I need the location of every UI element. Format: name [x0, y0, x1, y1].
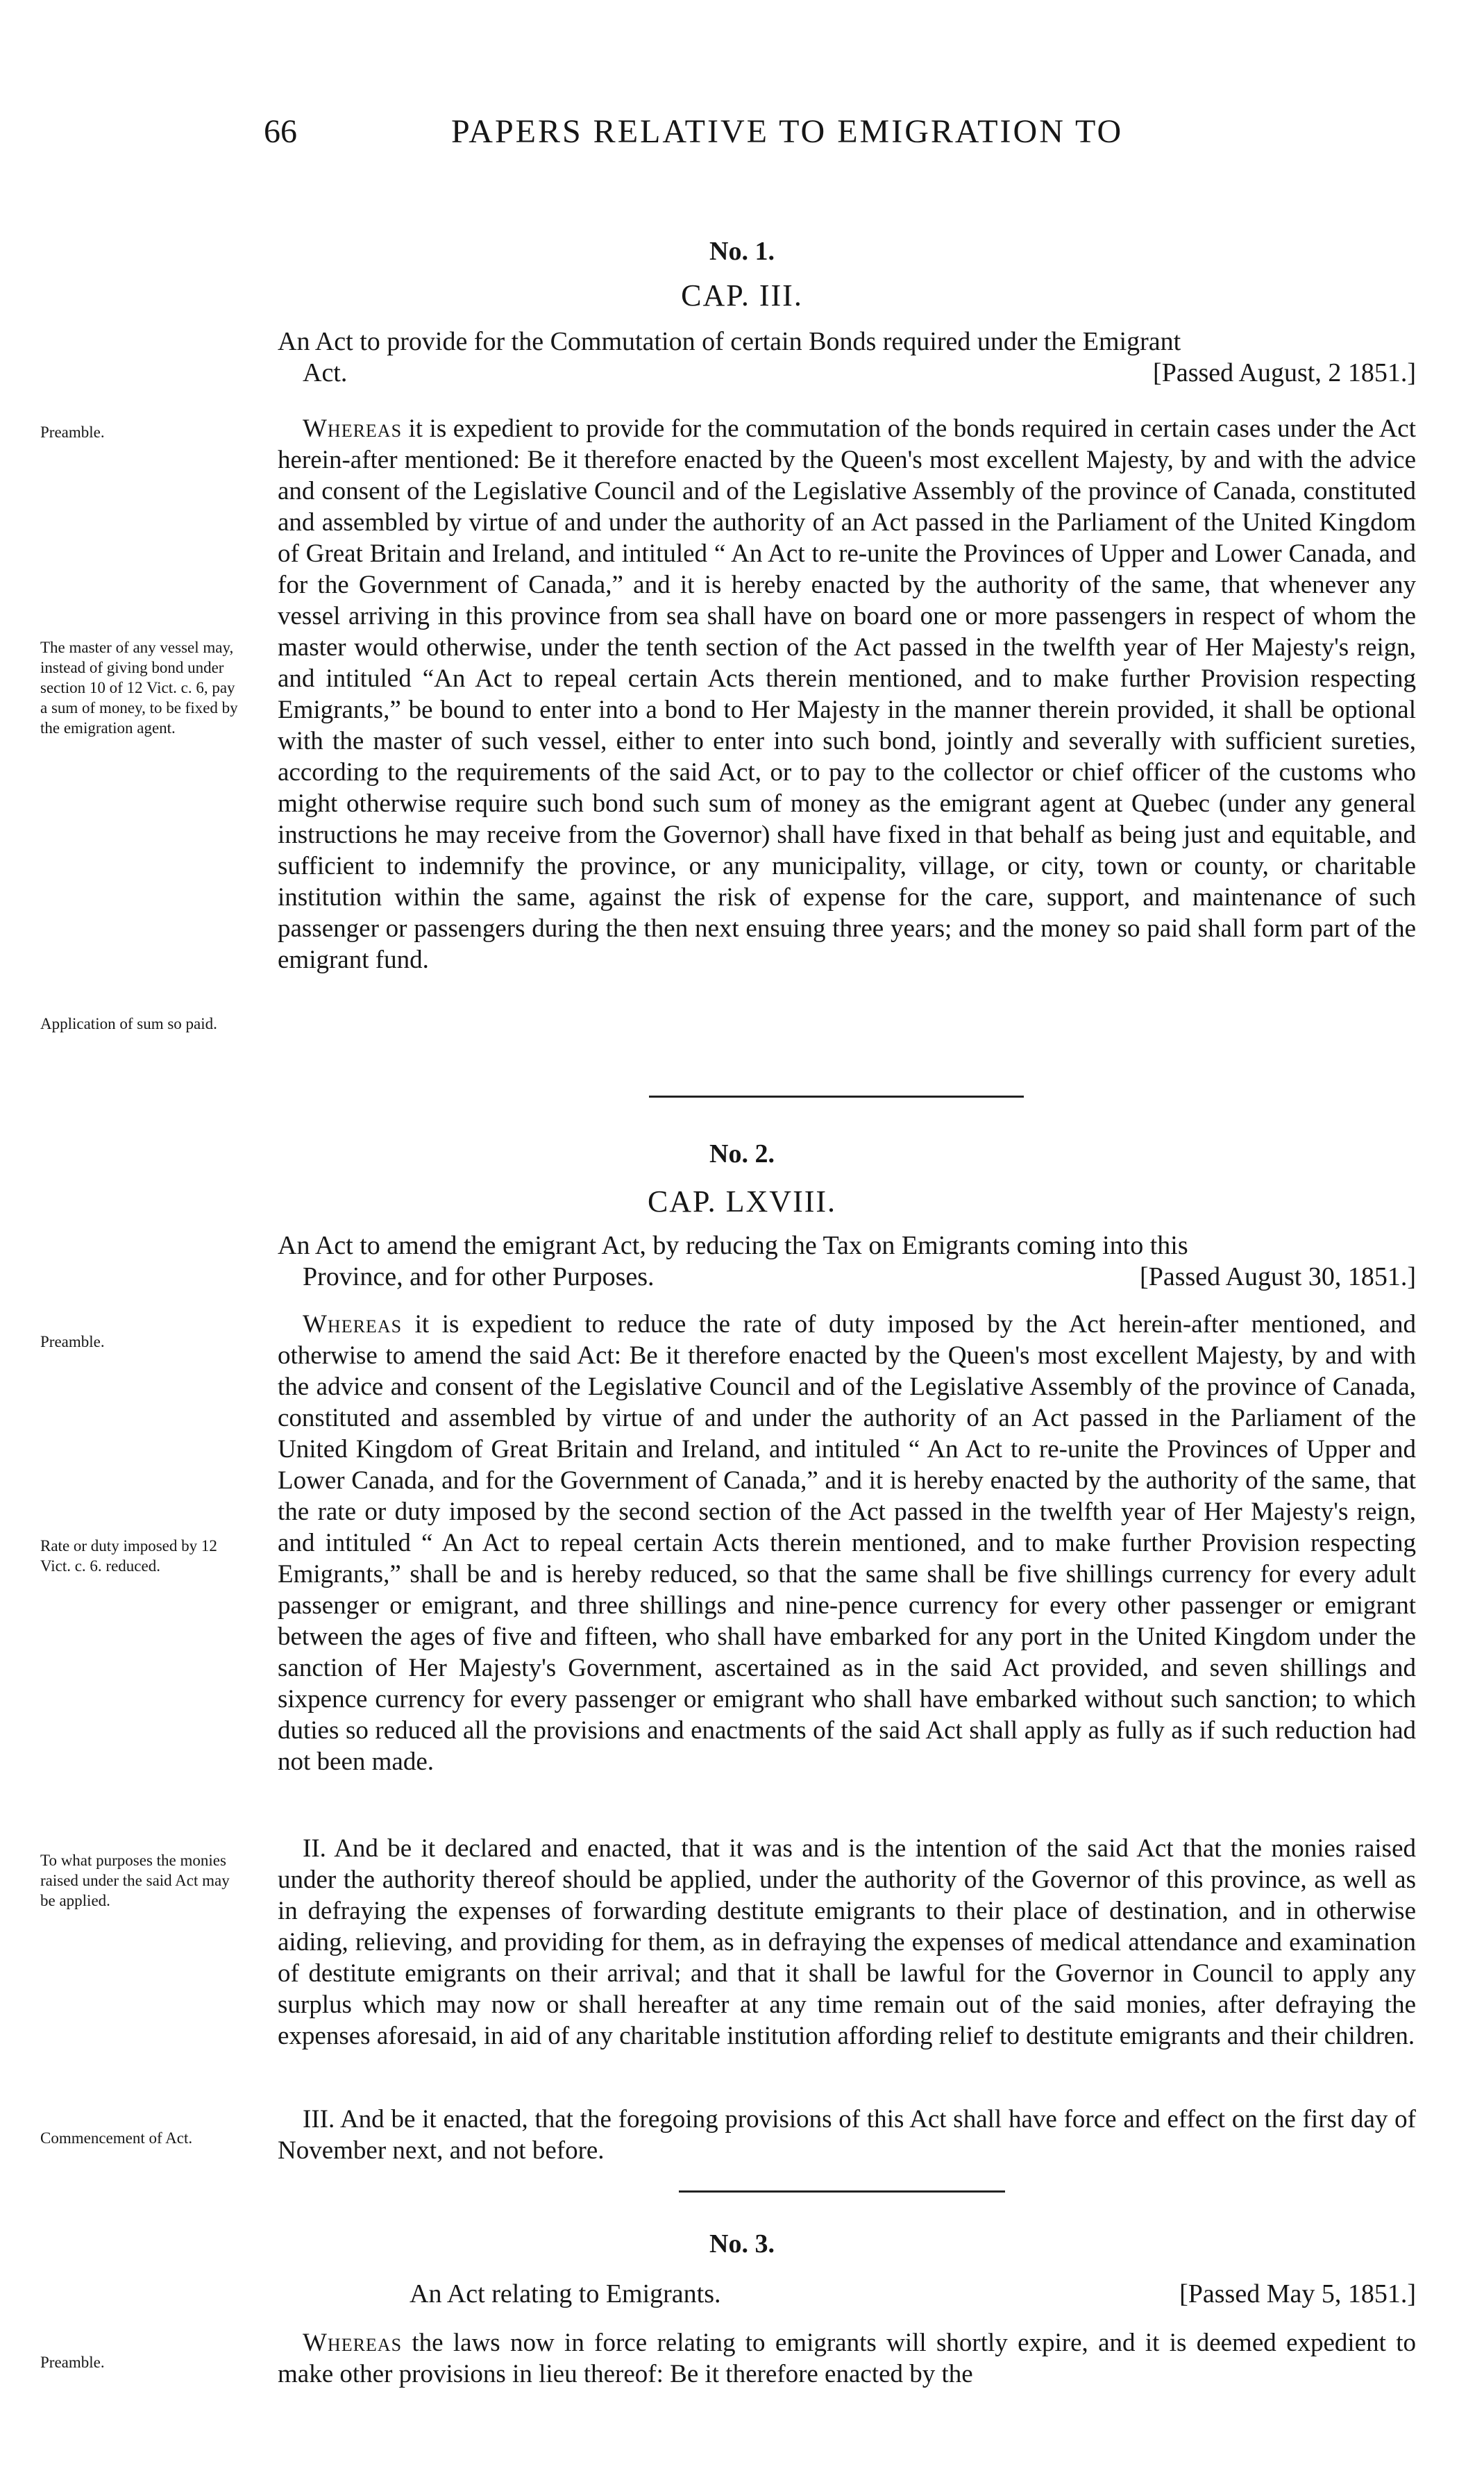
act-1-number: No. 1.	[709, 237, 775, 266]
act-2-title	[278, 1230, 1416, 1293]
running-title: PAPERS RELATIVE TO EMIGRATION TO	[451, 113, 1124, 150]
act-2-body	[278, 1309, 1416, 1777]
act-2-note-preamble: Preamble.	[40, 1333, 105, 1350]
act-1-passed-date: [Passed August, 2 1851.]	[1153, 358, 1416, 387]
act-3-opening-word: Whereas	[303, 2329, 403, 2357]
act-2-opening-word: Whereas	[303, 1310, 403, 1339]
act-3-title: An Act relating to Emigrants.	[410, 2279, 721, 2308]
act-2-cap: CAP. LXVIII.	[647, 1184, 837, 1218]
act-2-passed-date: [Passed August 30, 1851.]	[1140, 1262, 1416, 1291]
act-1-cap: CAP. III.	[681, 278, 803, 312]
act-2-section-3	[278, 2104, 1416, 2166]
act-1-title-line2: Act.	[303, 358, 348, 387]
act-2-section-2-text: II. And be it declared and enacted, that it was and is the intention of the said Act that the monies raised under the authority thereof should be applied, under the authority of the Governor of this province, as well as in defraying the expenses of forwarding destitute emigrants to their place of destination, and in otherwise aiding, relieving, and providing for them, as in defraying the expenses of medical attendance and examination of destitute emigrants on their arrival; and that it shall be lawful for the Governor in Council to apply any surplus which may now or shall hereafter at any time remain out of the said monies, after defraying the expenses aforesaid, in aid of any charitable institution affording relief to destitute emigrants and their children.	[278, 1834, 1416, 2050]
act-2-body-text: it is expedient to reduce the rate of duty imposed by the Act herein-after mentioned, and otherwise to amend the said Act: Be it therefore enacted by the Queen's most excellent Majesty, by and with the advice and consent of the Legislative Council and of the Legislative Assembly of the province of Canada, constituted and assembled by virtue of and under the authority of an Act passed in the Parliament of the United Kingdom of Great Britain and Ireland, and intituled “ An Act to re-unite the Provinces of Upper and Lower Canada, and for the Government of Canada,” and it is hereby enacted by the authority of the same, that the rate or duty imposed by the second section of the Act passed in the twelfth year of Her Majesty's reign, and intituled “ An Act to repeal certain Acts therein mentioned, and to make further Provision respecting Emigrants,” shall be and is hereby reduced, so that the same shall be five shillings currency for every adult passenger or emigrant, and three shillings and nine-pence currency for every other passenger or emigrant between the ages of five and fifteen, who shall have embarked for any port in the United Kingdom under the sanction of Her Majesty's Government, ascertained as in the said Act provided, and seven shillings and sixpence currency for every passenger or emigrant who shall have embarked without such sanction; to which duties so reduced all the provisions and enactments of the said Act shall apply as fully as if such reduction had not been made.	[278, 1310, 1416, 1776]
act-2-title-line2: Province, and for other Purposes.	[303, 1262, 655, 1291]
act-1-note-application: Application of sum so paid.	[40, 1015, 217, 1032]
act-2-title-line1: An Act to amend the emigrant Act, by reducing the Tax on Emigrants coming into this	[278, 1231, 1188, 1260]
act-1-body-text: it is expedient to provide for the commutation of the bonds required in certain cases under the Act herein-after mentioned: Be it therefore enacted by the Queen's most excellent Majesty, by and with the advice and consent of the Legislative Council and of the Legislative Assembly of the province of Canada, constituted and assembled by virtue of and under the authority of an Act passed in the Parliament of the United Kingdom of Great Britain and Ireland, and intituled “ An Act to re-unite the Provinces of Upper and Lower Canada, and for the Government of Canada,” and it is hereby enacted by the authority of the same, that whenever any vessel arriving in this province from sea shall have on board one or more passengers in respect of whom the master would otherwise, under the tenth section of the Act passed in the twelfth year of Her Majesty's reign, and intituled “An Act to repeal certain Acts therein mentioned, and to make further Provision respecting Emigrants,” be bound to enter into a bond to Her Majesty in the manner therein provided, it shall be optional with the master of such vessel, either to enter into such bond, jointly and severally with sufficient sureties, according to the requirements of the said Act, or to pay to the collector or chief officer of the customs who might otherwise require such bond such sum of money as the emigrant agent at Quebec (under any general instructions he may receive from the Governor) shall have fixed in that behalf as being just and equitable, and sufficient to indemnify the province, or any municipality, village, or city, town or county, or charitable institution within the same, against the risk of expense for the care, support, and maintenance of such passenger or passengers during the then next ensuing three years; and the money so paid shall form part of the emigrant fund.	[278, 414, 1416, 974]
section-divider-1	[649, 1096, 1024, 1098]
act-3-number: No. 3.	[709, 2229, 775, 2258]
act-3-body	[278, 2327, 1416, 2390]
act-1-title	[278, 326, 1416, 389]
act-1-note-master: The master of any vessel may, instead of giving bond under section 10 of 12 Vict. c. 6, pay a sum of money, to be fixed by the emigration agent.	[40, 639, 238, 737]
act-2-note-rate: Rate or duty imposed by 12 Vict. c. 6. reduced.	[40, 1537, 217, 1575]
act-2-section-3-text: III. And be it enacted, that the foregoing provisions of this Act shall have force and effect on the first day of November next, and not before.	[278, 2105, 1416, 2165]
act-3-body-text: the laws now in force relating to emigrants will shortly expire, and it is deemed expedient to make other provisions in lieu thereof: Be it therefore enacted by the	[278, 2329, 1416, 2388]
act-1-note-preamble: Preamble.	[40, 424, 105, 441]
act-1-opening-word: Whereas	[303, 414, 403, 443]
page-number: 66	[264, 113, 297, 150]
act-1-title-line1: An Act to provide for the Commutation of certain Bonds required under the Emigrant	[278, 327, 1181, 356]
act-2-note-commencement: Commencement of Act.	[40, 2129, 193, 2147]
act-3-passed-date: [Passed May 5, 1851.]	[1179, 2279, 1416, 2308]
act-3-note-preamble: Preamble.	[40, 2354, 105, 2371]
act-1-body	[278, 413, 1416, 975]
act-2-section-2	[278, 1833, 1416, 2052]
page-header	[0, 104, 1484, 160]
act-2-number: No. 2.	[709, 1139, 775, 1168]
section-divider-2	[679, 2190, 1005, 2193]
act-2-note-purposes: To what purposes the monies raised under the said Act may be applied.	[40, 1852, 230, 1909]
